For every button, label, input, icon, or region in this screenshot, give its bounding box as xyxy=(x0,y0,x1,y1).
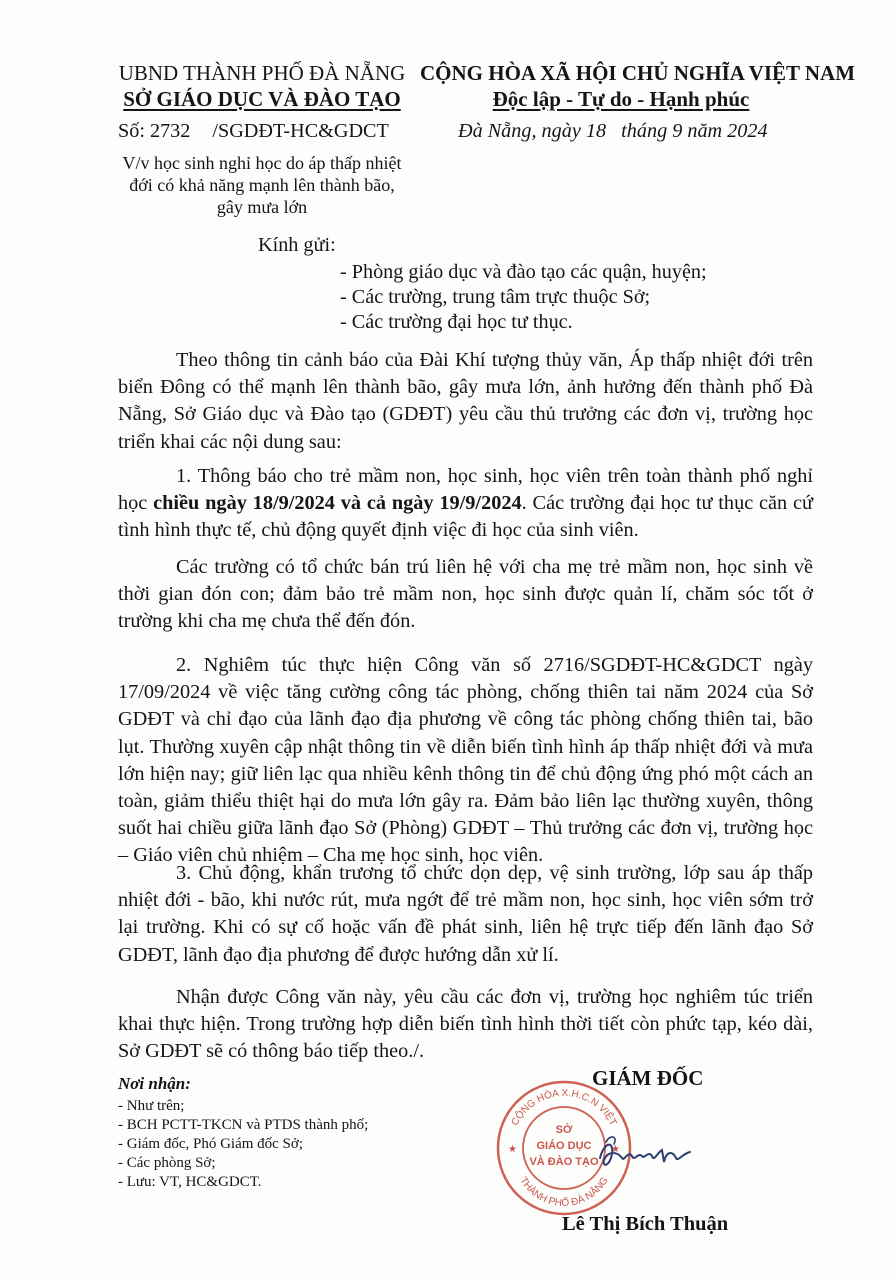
subject-line: V/v học sinh nghỉ học do áp thấp nhiệt xyxy=(122,153,402,173)
recipient-item: - BCH PCTT-TKCN và PTDS thành phố; xyxy=(118,1117,369,1133)
item-1-text xyxy=(118,463,813,545)
department-name-text: SỞ GIÁO DỤC VÀ ĐÀO TẠO xyxy=(123,87,401,111)
doc-number xyxy=(118,118,389,145)
closing-paragraph xyxy=(118,984,813,1066)
item-1-bold: chiều ngày 18/9/2024 và cả ngày 19/9/2024 xyxy=(153,492,522,515)
signer-title: GIÁM ĐỐC xyxy=(592,1066,704,1090)
intro-text: Theo thông tin cảnh báo của Đài Khí tượng thủy văn, Áp thấp nhiệt đới trên biển Đông có thể mạnh lên thành bão, gây mưa lớn, ảnh hưởng đến thành phố Đà Nẵng, Sở Giáo dục và Đào tạo (GDĐT) yêu cầu thủ trưởng các đơn vị, trường học triển khai các nội dung sau: xyxy=(118,349,813,453)
org-name: UBND THÀNH PHỐ ĐÀ NẴNG xyxy=(118,61,406,85)
stamp-line-2: GIÁO DỤC xyxy=(536,1140,592,1152)
subject-line: gây mưa lớn xyxy=(216,197,308,217)
intro-paragraph xyxy=(118,347,813,456)
stamp-outer-top-text: CỘNG HÒA X.H.C.N VIỆT xyxy=(509,1087,619,1128)
item-2-text: 2. Nghiêm túc thực hiện Công văn số 2716/SGDĐT-HC&GDCT ngày 17/09/2024 về việc tăng cường công tác phòng, chống thiên tai năm 2024 của Sở GDĐT và chỉ đạo của lãnh đạo địa phương về công tác phòng chống thiên tai, bão lụt. Thường xuyên cập nhật thông tin về diễn biến tình hình áp thấp nhiệt đới và mưa lớn hiện nay; giữ liên lạc qua nhiều kênh thông tin để chủ động ứng phó một cách an toàn, giảm thiểu thiệt hại do mưa lớn gây ra. Đảm bảo liên lạc thường xuyên, thông suốt hai chiều giữa lãnh đạo Sở (Phòng) GDĐT – Thủ trưởng các đơn vị, trường học – Giáo viên chủ nhiệm – Cha mẹ học sinh, học viên. xyxy=(118,654,813,867)
item-1-part1: 1. Thông báo cho trẻ mầm non, học sinh, học viên trên toàn thành phố nghỉ học xyxy=(118,465,813,515)
recipient-item: - Giám đốc, Phó Giám đốc Sở; xyxy=(118,1136,303,1152)
doc-number-suffix: /SGDĐT-HC&GDCT xyxy=(212,120,389,142)
addressee-item: - Các trường, trung tâm trực thuộc Sở; xyxy=(340,286,651,308)
item-3-text: 3. Chủ động, khẩn trương tổ chức dọn dẹp, vệ sinh trường, lớp sau áp thấp nhiệt đới - bão, khi nước rút, mưa ngớt để trẻ mầm non, học sinh, học viên sớm trở lại trường. Khi có sự cố hoặc vấn đề phát sinh, liên hệ trực tiếp đến lãnh đạo Sở GDĐT, lãnh đạo địa phương để được hướng dẫn xử lí. xyxy=(118,862,813,966)
handwritten-signature xyxy=(596,1128,696,1178)
place-date: Đà Nẵng, ngày 18 tháng 9 năm 2024 xyxy=(458,120,768,142)
doc-number-prefix: Số: 2732 xyxy=(118,120,191,142)
item-3-paragraph xyxy=(118,860,813,969)
recipient-item: - Lưu: VT, HC&GDCT. xyxy=(118,1174,262,1190)
stamp-line-3: VÀ ĐÀO TẠO xyxy=(529,1156,599,1168)
signer-name: Lê Thị Bích Thuận xyxy=(562,1213,729,1235)
item-1-note-paragraph xyxy=(118,554,813,636)
addressee-item: - Phòng giáo dục và đào tạo các quận, huyện; xyxy=(340,261,707,283)
nation-title: CỘNG HÒA XÃ HỘI CHỦ NGHĨA VIỆT NAM xyxy=(420,61,856,85)
recipients-title: Nơi nhận: xyxy=(118,1074,191,1093)
recipient-item: - Như trên; xyxy=(118,1098,185,1114)
item-2-paragraph xyxy=(118,652,813,870)
star-icon: ★ xyxy=(611,1144,620,1155)
subject-line: đới có khả năng mạnh lên thành bão, xyxy=(129,175,395,195)
stamp-line-1: SỞ xyxy=(555,1124,573,1136)
star-icon: ★ xyxy=(508,1144,517,1155)
nation-motto xyxy=(420,86,822,112)
stamp-outer-bottom-text: THÀNH PHỐ ĐÀ NẴNG xyxy=(517,1175,611,1210)
recipient-item: - Các phòng Sở; xyxy=(118,1155,216,1171)
subject xyxy=(108,152,416,218)
item-1-note-text: Các trường có tổ chức bán trú liên hệ với cha mẹ trẻ mầm non, học sinh về thời gian đón con; đảm bảo trẻ mầm non, học sinh được quản lí, chăm sóc tốt ở trường khi cha mẹ chưa thể đến đón. xyxy=(118,556,813,633)
greeting: Kính gửi: xyxy=(258,234,336,256)
addressee-item: - Các trường đại học tư thục. xyxy=(340,311,573,333)
nation-motto-text: Độc lập - Tự do - Hạnh phúc xyxy=(492,87,750,111)
item-1-paragraph xyxy=(118,463,813,545)
department-name xyxy=(106,86,418,112)
item-1-part2: . Các trường đại học tư thục căn cứ tình hình thực tế, chủ động quyết định việc đi học của sinh viên. xyxy=(118,492,814,542)
closing-text: Nhận được Công văn này, yêu cầu các đơn vị, trường học nghiêm túc triển khai thực hiện. Trong trường hợp diễn biến tình hình thời tiết còn phức tạp, kéo dài, Sở GDĐT sẽ có thông báo tiếp theo./. xyxy=(118,986,813,1063)
